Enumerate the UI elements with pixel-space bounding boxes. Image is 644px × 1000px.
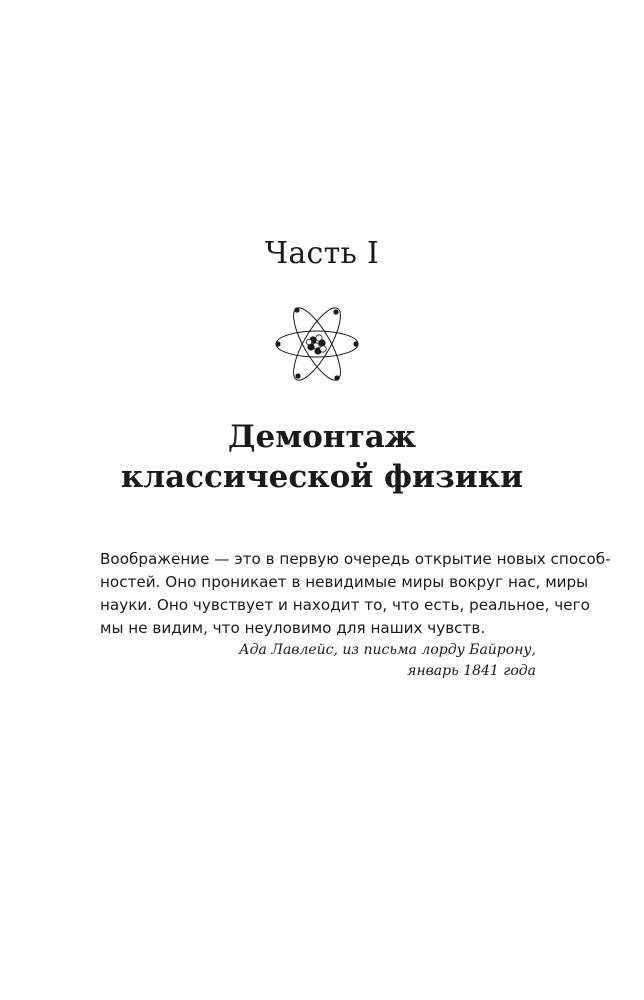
nucleus	[306, 335, 326, 354]
epigraph-line: науки. Оно чувствует и находит то, что есть, реальное, чего	[100, 596, 590, 614]
attribution-line: Ада Лавлейс, из письма лорду Байрону,	[239, 642, 536, 658]
epigraph-line: Воображение — это в первую очередь открытие новых способ-	[100, 550, 611, 568]
epigraph-line: ностей. Оно проникает в невидимые миры вокруг нас, миры	[100, 573, 589, 591]
chapter-title-line: классической физики	[120, 459, 524, 495]
atom-icon	[273, 302, 361, 386]
epigraph-text	[100, 548, 611, 640]
epigraph-line: мы не видим, что неуловимо для наших чувств.	[100, 619, 486, 637]
part-title: Часть I	[264, 236, 380, 271]
attribution-line: январь 1841 года	[407, 663, 536, 679]
chapter-title	[0, 417, 644, 497]
epigraph-attribution	[100, 640, 536, 682]
chapter-title-line: Демонтаж	[227, 419, 417, 455]
